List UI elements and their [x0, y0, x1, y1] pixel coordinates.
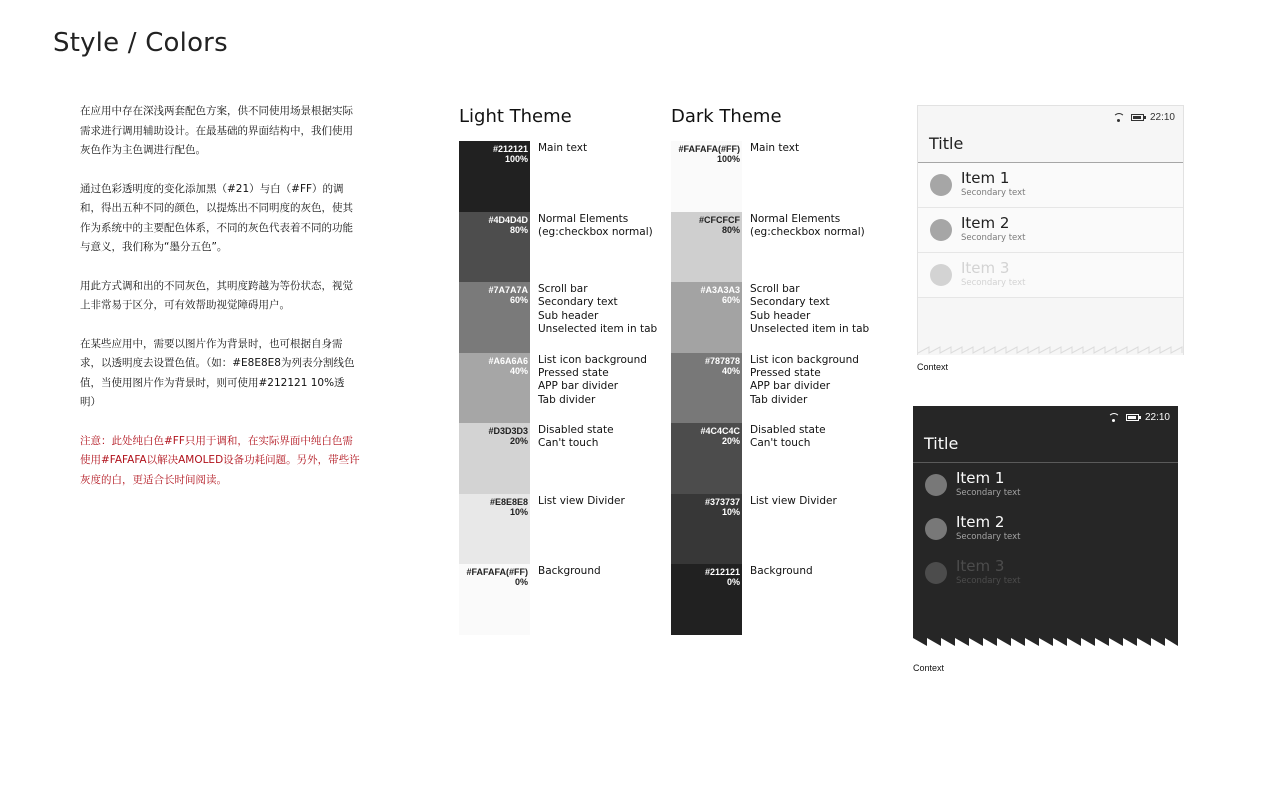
swatch-usage: [750, 424, 880, 451]
usage-line: (eg:checkbox normal): [750, 225, 865, 238]
swatch-usage: [750, 283, 880, 337]
swatch-opacity: 0%: [514, 577, 528, 587]
usage-line: Sub header: [750, 309, 811, 322]
usage-line: List view Divider: [750, 494, 837, 507]
color-swatch: [671, 282, 742, 353]
usage-line: Tab divider: [750, 393, 808, 406]
list-item[interactable]: [913, 507, 1178, 551]
list-item-secondary: Secondary text: [956, 488, 1021, 498]
usage-line: Normal Elements: [538, 212, 629, 225]
usage-line: Pressed state: [538, 366, 609, 379]
list-item[interactable]: [913, 463, 1178, 507]
usage-line: Secondary text: [538, 296, 618, 309]
usage-line: Scroll bar: [750, 283, 800, 295]
swatch-opacity: 40%: [509, 365, 528, 376]
torn-edge: [918, 343, 1184, 355]
list-item-secondary: Secondary text: [961, 188, 1026, 198]
swatch-opacity: 20%: [721, 436, 740, 446]
description-paragraph: 在某些应用中，需要以图片作为背景时，也可根据自身需求，以透明度去设置色值。（如：#E8E8E8为列表分割线色值，当使用图片作为背景时，则可使用#212121 10%透明）: [80, 337, 355, 408]
swatch-usage: [538, 495, 668, 508]
list-item[interactable]: [918, 253, 1183, 298]
usage-line: Disabled state: [750, 424, 826, 436]
color-swatch: [459, 282, 530, 353]
color-swatch: [671, 141, 742, 212]
swatch-usage: [750, 495, 880, 508]
list-icon-avatar: [930, 174, 952, 196]
status-time: 22:10: [1149, 111, 1175, 123]
status-bar: [1108, 410, 1170, 424]
list-item-secondary: Secondary text: [956, 576, 1021, 586]
swatch-usage: [538, 424, 668, 451]
status-time: 22:10: [1144, 411, 1170, 423]
list-item-primary: Item 2: [961, 214, 1010, 232]
swatch-hex: #FAFAFA(#FF): [466, 567, 528, 577]
swatch-opacity: 10%: [509, 506, 528, 517]
swatch-opacity: 60%: [509, 295, 528, 305]
description-paragraph: 用此方式调和出的不同灰色，其明度跨越为等份状态，视觉上非常易于区分，可有效帮助视觉障碍用户。: [80, 279, 353, 311]
list-item-primary: Item 1: [961, 169, 1010, 187]
usage-line: List icon background: [538, 353, 647, 366]
warning-note: 注意：此处纯白色#FF只用于调和，在实际界面中纯白色需使用#FAFAFA以解决AMOLED设备功耗问题。另外，带些许灰度的白，更适合长时间阅读。: [80, 434, 360, 486]
swatch-hex: #A6A6A6: [488, 355, 528, 366]
swatch-opacity: 10%: [721, 506, 740, 517]
swatch-hex: #212121: [704, 567, 740, 577]
swatch-usage: [538, 213, 668, 240]
wifi-icon: [1108, 413, 1120, 422]
list-item-primary: Item 2: [956, 513, 1005, 531]
swatch-usage: [750, 213, 880, 240]
usage-line: Secondary text: [750, 296, 830, 309]
color-swatch: [671, 564, 742, 635]
wifi-icon: [1113, 113, 1125, 122]
description-paragraph: 通过色彩透明度的变化添加黑（#21）与白（#FF）的调和，得出五种不同的颜色，以提炼出不同明度的灰色，使其作为系统中的主要配色体系，不同的灰色代表着不同的功能与意义，我们称为“墨分五色”。: [80, 182, 353, 253]
list-item-primary: Item 1: [956, 469, 1005, 487]
list-item[interactable]: [918, 163, 1183, 208]
color-swatch: [671, 494, 742, 565]
list-item-secondary: Secondary text: [961, 233, 1026, 243]
color-swatch: [459, 564, 530, 635]
list: [913, 463, 1178, 595]
color-swatch: [671, 212, 742, 283]
swatch-hex: #A3A3A3: [700, 285, 740, 295]
usage-line: List icon background: [750, 353, 859, 366]
swatch-opacity: 100%: [716, 154, 740, 164]
appbar-title: Title: [929, 134, 964, 153]
list-item-secondary: Secondary text: [961, 278, 1026, 288]
list-icon-avatar: [925, 562, 947, 584]
list: [918, 163, 1183, 298]
usage-line: Disabled state: [538, 424, 614, 436]
usage-line: Unselected item in tab: [750, 323, 870, 336]
swatch-opacity: 80%: [509, 224, 528, 235]
dark-theme-title: Dark Theme: [671, 106, 782, 127]
light-theme-mockup: [917, 105, 1184, 355]
swatch-usage: [750, 142, 880, 155]
swatch-hex: #212121: [492, 144, 528, 154]
usage-line: APP bar divider: [538, 380, 619, 393]
list-item[interactable]: [913, 551, 1178, 595]
usage-line: Tab divider: [538, 393, 596, 406]
swatch-opacity: 40%: [721, 365, 740, 376]
swatch-usage: [538, 354, 668, 408]
status-bar: [1113, 110, 1175, 124]
description-block: [80, 102, 360, 509]
list-icon-avatar: [925, 474, 947, 496]
swatch-hex: #CFCFCF: [699, 214, 740, 225]
swatch-opacity: 80%: [721, 224, 740, 235]
page-title: Style / Colors: [53, 28, 228, 58]
dark-theme-mockup: [913, 406, 1178, 652]
swatch-hex: #4C4C4C: [700, 426, 740, 436]
description-paragraph: 在应用中存在深浅两套配色方案，供不同使用场景根据实际需求进行调用辅助设计。在最基础的界面结构中，我们使用灰色作为主色调进行配色。: [80, 105, 353, 156]
usage-line: List view Divider: [538, 494, 625, 507]
usage-line: Main text: [538, 142, 588, 154]
swatch-usage: [538, 142, 668, 155]
list-item-primary: Item 3: [956, 557, 1005, 575]
usage-line: Background: [750, 565, 813, 577]
color-swatch: [671, 423, 742, 494]
usage-line: Can't touch: [538, 437, 599, 450]
swatch-usage: [538, 283, 668, 337]
usage-line: Background: [538, 565, 601, 577]
battery-icon: [1126, 414, 1139, 421]
usage-line: Pressed state: [750, 366, 821, 379]
list-icon-avatar: [930, 219, 952, 241]
swatch-hex: #7A7A7A: [488, 285, 528, 295]
swatch-hex: #787878: [704, 355, 740, 366]
list-item-primary: Item 3: [961, 259, 1010, 277]
usage-line: Can't touch: [750, 437, 811, 450]
color-swatch: [459, 212, 530, 283]
swatch-hex: #E8E8E8: [489, 496, 528, 507]
torn-edge: [913, 636, 1178, 652]
battery-icon: [1131, 114, 1144, 121]
swatch-hex: #FAFAFA(#FF): [678, 144, 740, 154]
list-item-secondary: Secondary text: [956, 532, 1021, 542]
list-icon-avatar: [930, 264, 952, 286]
swatch-opacity: 100%: [504, 154, 528, 164]
swatch-opacity: 20%: [509, 436, 528, 446]
light-theme-title: Light Theme: [459, 106, 572, 127]
dark-mockup-caption: Context: [913, 663, 945, 673]
usage-line: Sub header: [538, 309, 599, 322]
swatch-hex: #D3D3D3: [488, 426, 528, 436]
color-swatch: [459, 494, 530, 565]
swatch-usage: [750, 354, 880, 408]
usage-line: APP bar divider: [750, 380, 831, 393]
swatch-hex: #4D4D4D: [488, 214, 528, 225]
usage-line: Unselected item in tab: [538, 323, 658, 336]
color-swatch: [459, 353, 530, 424]
color-swatch: [671, 353, 742, 424]
usage-line: Scroll bar: [538, 283, 588, 295]
appbar-title: Title: [924, 434, 959, 453]
light-mockup-caption: Context: [917, 362, 949, 372]
list-item[interactable]: [918, 208, 1183, 253]
list-icon-avatar: [925, 518, 947, 540]
swatch-opacity: 60%: [721, 295, 740, 305]
color-swatch: [459, 141, 530, 212]
color-swatch: [459, 423, 530, 494]
swatch-opacity: 0%: [726, 577, 740, 587]
usage-line: (eg:checkbox normal): [538, 225, 653, 238]
swatch-usage: [538, 565, 668, 578]
usage-line: Normal Elements: [750, 212, 841, 225]
swatch-usage: [750, 565, 880, 578]
usage-line: Main text: [750, 142, 800, 154]
swatch-hex: #373737: [704, 496, 740, 507]
